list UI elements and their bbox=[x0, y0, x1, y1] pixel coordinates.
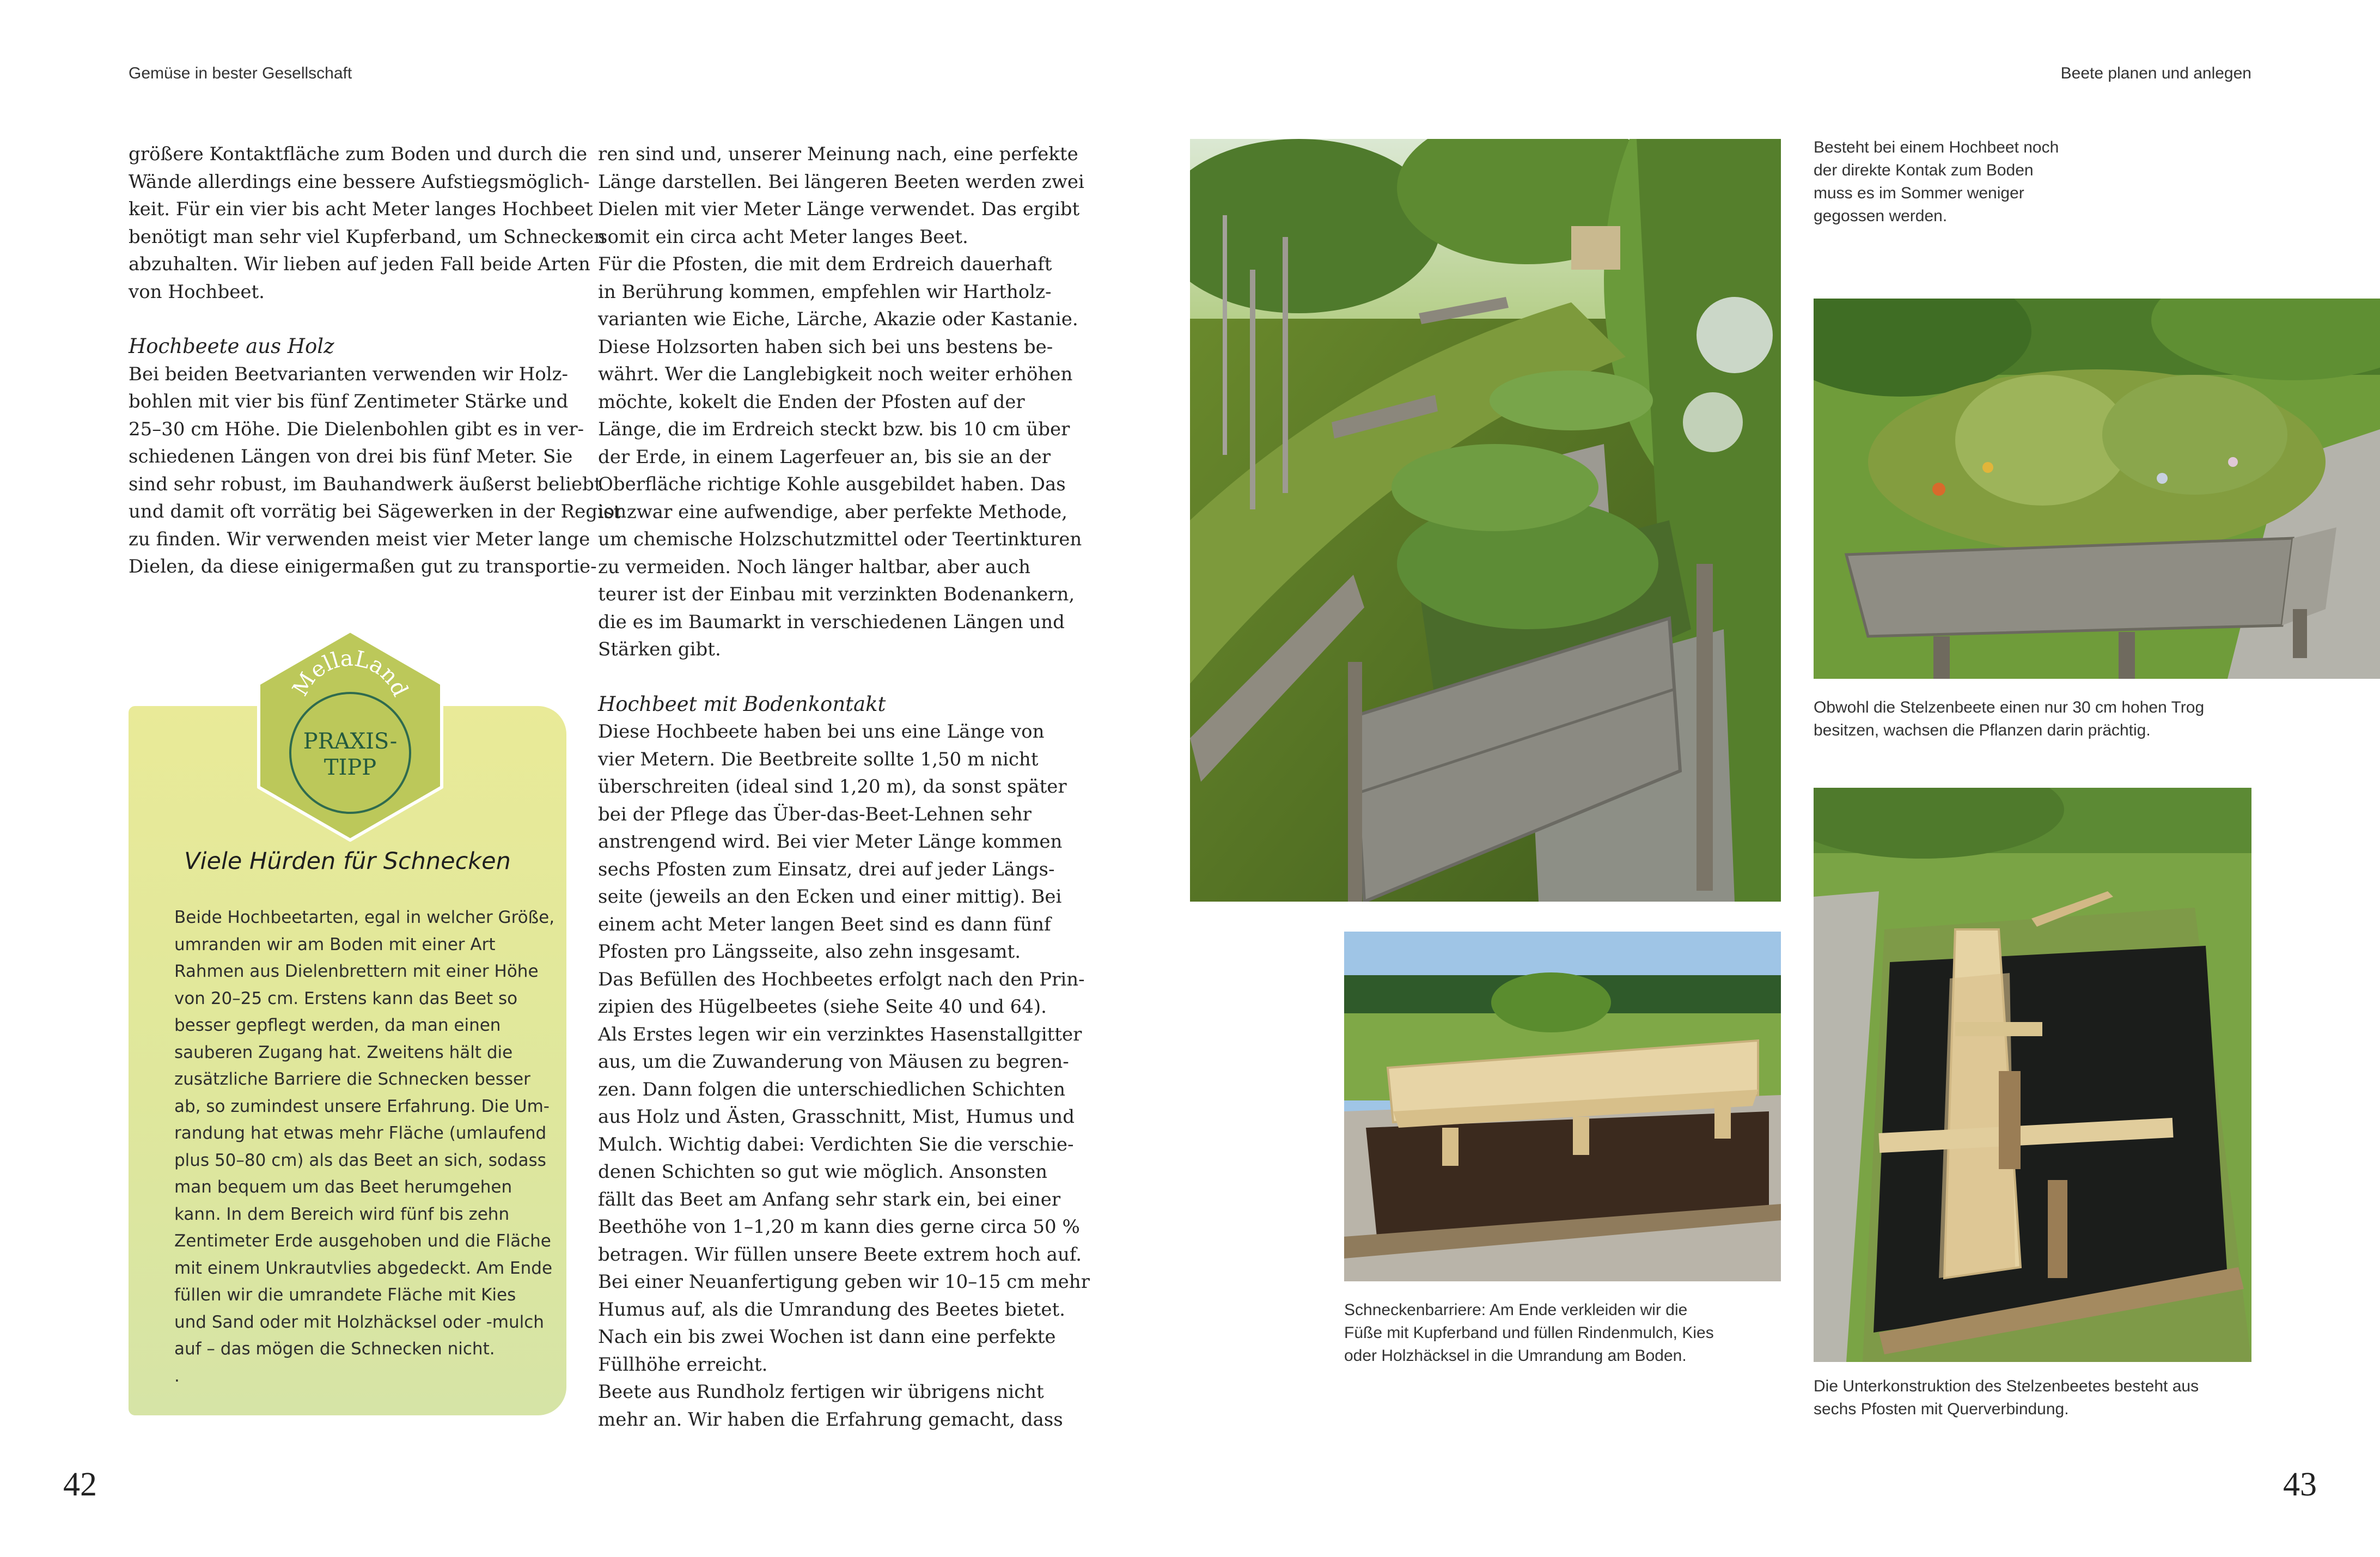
text-line: Beete aus Rundholz fertigen wir übrigens nicht bbox=[598, 1381, 1044, 1403]
text-line: Beide Hochbeetarten, egal in welcher Größe, bbox=[174, 908, 555, 927]
text-line: abzuhalten. Wir lieben auf jeden Fall beide Arten bbox=[129, 253, 590, 275]
text-line: Nach ein bis zwei Wochen ist dann eine perfekte bbox=[598, 1326, 1056, 1348]
text-line: keit. Für ein vier bis acht Meter langes Hochbeet bbox=[129, 198, 593, 220]
text-line: Diese Hochbeete haben bei uns eine Länge von bbox=[598, 721, 1045, 743]
text-line: mit einem Unkrautvlies abgedeckt. Am Ende bbox=[174, 1258, 553, 1278]
text-line: Schneckenbarriere: Am Ende verkleiden wir die bbox=[1344, 1301, 1688, 1319]
text-line: auf – das mögen die Schnecken nicht. bbox=[174, 1339, 495, 1359]
text-line: zusätzliche Barriere die Schnecken besser bbox=[174, 1069, 530, 1089]
text-line: 25–30 cm Höhe. Die Dielenbohlen gibt es in ver- bbox=[129, 418, 584, 440]
caption-construction bbox=[1814, 1375, 2199, 1421]
running-head-right: Beete planen und anlegen bbox=[2060, 64, 2251, 82]
badge-brand: MellaLand bbox=[288, 646, 413, 701]
text-line: besser gepflegt werden, da man einen bbox=[174, 1015, 501, 1035]
text-column-2 bbox=[598, 141, 1090, 1433]
text-line: Beethöhe von 1–1,20 m kann dies gerne circa 50 % bbox=[598, 1216, 1080, 1238]
text-line: ist zwar eine aufwendige, aber perfekte Methode, bbox=[598, 501, 1067, 523]
subheading-soil-contact: Hochbeet mit Bodenkontakt bbox=[598, 692, 886, 716]
text-line: Dielen mit vier Meter Länge verwendet. Das ergibt bbox=[598, 198, 1080, 220]
text-line: somit ein circa acht Meter langes Beet. bbox=[598, 226, 968, 248]
text-line: Rahmen aus Dielenbrettern mit einer Höhe bbox=[174, 962, 539, 981]
text-line: Bei beiden Beetvarianten verwenden wir Holz- bbox=[129, 363, 569, 385]
text-line: bohlen mit vier bis fünf Zentimeter Stärke und bbox=[129, 391, 569, 412]
text-line: der direkte Kontak zum Boden bbox=[1814, 161, 2034, 179]
text-line: zipien des Hügelbeetes (siehe Seite 40 und 64). bbox=[598, 996, 1047, 1018]
paragraph bbox=[129, 361, 627, 581]
praxis-tip-badge bbox=[252, 628, 449, 843]
text-line: zu vermeiden. Noch länger haltbar, aber auch bbox=[598, 556, 1030, 578]
text-line: Länge, die im Erdreich steckt bzw. bis 10 cm über bbox=[598, 418, 1070, 440]
text-line: plus 50–80 cm) als das Beet an sich, sodass bbox=[174, 1150, 546, 1170]
text-line: seite (jeweils an den Ecken und einer mittig). Bei bbox=[598, 886, 1062, 908]
text-line: Besteht bei einem Hochbeet noch bbox=[1814, 138, 2059, 156]
text-line: die es im Baumarkt in verschiedenen Längen und bbox=[598, 611, 1065, 633]
page-number-right: 43 bbox=[2283, 1466, 2317, 1503]
text-line: oder Holzhäcksel in die Umrandung am Boden. bbox=[1344, 1347, 1687, 1365]
text-column-1 bbox=[129, 141, 627, 581]
subheading-wood: Hochbeete aus Holz bbox=[129, 334, 334, 358]
text-line: füllen wir die umrandete Fläche mit Kies bbox=[174, 1285, 516, 1305]
text-line: ren sind und, unserer Meinung nach, eine perfekte bbox=[598, 143, 1078, 165]
text-line: sind sehr robust, im Bauhandwerk äußerst beliebt bbox=[129, 473, 602, 495]
stilt-bed-construction-photo bbox=[1814, 788, 2251, 1362]
text-line: Bei einer Neuanfertigung geben wir 10–15 cm mehr bbox=[598, 1271, 1090, 1293]
text-line: von 20–25 cm. Erstens kann das Beet so bbox=[174, 988, 518, 1008]
snail-barrier-bed-photo bbox=[1344, 932, 1781, 1281]
caption-stilt-bed bbox=[1814, 696, 2204, 742]
text-line: umranden wir am Boden mit einer Art bbox=[174, 934, 496, 954]
text-line: zen. Dann folgen die unterschiedlichen Schichten bbox=[598, 1078, 1065, 1100]
text-line: einem acht Meter langen Beet sind es dann fünf bbox=[598, 913, 1051, 935]
tip-title: Viele Hürden für Schnecken bbox=[184, 848, 511, 875]
text-line: man bequem um das Beet herumgehen bbox=[174, 1177, 512, 1197]
text-line: währt. Wer die Langlebigkeit noch weiter erhöhen bbox=[598, 363, 1073, 385]
text-line: und damit oft vorrätig bei Sägewerken in der Region bbox=[129, 501, 627, 522]
text-line: mehr an. Wir haben die Erfahrung gemacht, dass bbox=[598, 1408, 1063, 1431]
text-line: der Erde, in einem Lagerfeuer an, bis sie an der bbox=[598, 446, 1051, 468]
text-line: denen Schichten so gut wie möglich. Ansonsten bbox=[598, 1161, 1048, 1183]
text-line: überschreiten (ideal sind 1,20 m), da sonst später bbox=[598, 776, 1067, 798]
text-line: Zentimeter Erde ausgehoben und die Fläche bbox=[174, 1231, 551, 1251]
text-line: Füße mit Kupferband und füllen Rindenmulch, Kies bbox=[1344, 1324, 1714, 1342]
text-line: schiedenen Längen von drei bis fünf Meter. Sie bbox=[129, 446, 573, 467]
text-line: Dielen, da diese einigermaßen gut zu transportie- bbox=[129, 556, 597, 577]
text-line: . bbox=[174, 1366, 180, 1386]
page-number-left: 42 bbox=[63, 1466, 97, 1503]
caption-soil-contact bbox=[1814, 136, 2059, 228]
text-line: von Hochbeet. bbox=[129, 281, 265, 303]
text-line: sechs Pfosten zum Einsatz, drei auf jeder Längs- bbox=[598, 858, 1055, 880]
badge-line-2: TIPP bbox=[324, 755, 377, 780]
paragraph bbox=[598, 718, 1090, 1433]
text-line: muss es im Sommer weniger bbox=[1814, 184, 2024, 202]
text-line: Stärken gibt. bbox=[598, 638, 721, 660]
text-line: kann. In dem Bereich wird fünf bis zehn bbox=[174, 1204, 510, 1224]
text-line: Pfosten pro Längsseite, also zehn insgesamt. bbox=[598, 941, 1021, 963]
text-line: größere Kontaktfläche zum Boden und durch die bbox=[129, 143, 588, 165]
text-line: Mulch. Wichtig dabei: Verdichten Sie die verschie- bbox=[598, 1133, 1074, 1155]
text-line: und Sand oder mit Holzhäcksel oder -mulch bbox=[174, 1312, 544, 1332]
text-line: vier Metern. Die Beetbreite sollte 1,50 m nicht bbox=[598, 748, 1039, 770]
text-line: teurer ist der Einbau mit verzinkten Bodenankern, bbox=[598, 583, 1075, 605]
text-line: in Berührung kommen, empfehlen wir Hartholz- bbox=[598, 281, 1052, 303]
badge-line-1: PRAXIS- bbox=[303, 729, 398, 754]
running-head-left: Gemüse in bester Gesellschaft bbox=[129, 64, 352, 82]
text-line: möchte, kokelt die Enden der Pfosten auf der bbox=[598, 391, 1025, 413]
text-line: Die Unterkonstruktion des Stelzenbeetes besteht aus bbox=[1814, 1377, 2199, 1395]
text-line: benötigt man sehr viel Kupferband, um Schnecken bbox=[129, 226, 606, 248]
stilt-bed-flowers-photo bbox=[1814, 299, 2380, 679]
tip-text bbox=[174, 904, 556, 1390]
text-line: Das Befüllen des Hochbeetes erfolgt nach den Prin- bbox=[598, 968, 1085, 990]
raised-beds-slope-photo bbox=[1190, 139, 1781, 902]
text-line: aus, um die Zuwanderung von Mäusen zu begren- bbox=[598, 1051, 1069, 1073]
text-line: anstrengend wird. Bei vier Meter Länge kommen bbox=[598, 831, 1063, 853]
paragraph bbox=[129, 141, 606, 306]
text-line: um chemische Holzschutzmittel oder Teertinkturen bbox=[598, 528, 1082, 550]
text-line: betragen. Wir füllen unsere Beete extrem hoch auf. bbox=[598, 1243, 1082, 1266]
paragraph bbox=[598, 141, 1084, 664]
text-line: gegossen werden. bbox=[1814, 207, 1948, 225]
text-line: zu finden. Wir verwenden meist vier Meter lange bbox=[129, 528, 590, 550]
text-line: randung hat etwas mehr Fläche (umlaufend bbox=[174, 1123, 547, 1143]
text-line: Füllhöhe erreicht. bbox=[598, 1353, 768, 1376]
text-line: aus Holz und Ästen, Grasschnitt, Mist, Humus und bbox=[598, 1106, 1075, 1128]
text-line: Oberfläche richtige Kohle ausgebildet haben. Das bbox=[598, 473, 1066, 495]
text-line: fällt das Beet am Anfang sehr stark ein, bei einer bbox=[598, 1188, 1061, 1211]
text-line: Obwohl die Stelzenbeete einen nur 30 cm hohen Trog bbox=[1814, 698, 2205, 716]
text-line: Wände allerdings eine bessere Aufstiegsmöglich- bbox=[129, 171, 590, 193]
text-line: Diese Holzsorten haben sich bei uns bestens be- bbox=[598, 336, 1053, 358]
caption-snail-barrier bbox=[1344, 1299, 1714, 1367]
text-line: Als Erstes legen wir ein verzinktes Hasenstallgitter bbox=[598, 1023, 1082, 1045]
text-line: Humus auf, als die Umrandung des Beetes bietet. bbox=[598, 1298, 1065, 1321]
text-line: ab, so zumindest unsere Erfahrung. Die Um- bbox=[174, 1096, 550, 1116]
text-line: varianten wie Eiche, Lärche, Akazie oder Kastanie. bbox=[598, 308, 1078, 330]
text-line: sechs Pfosten mit Querverbindung. bbox=[1814, 1400, 2069, 1418]
text-line: Länge darstellen. Bei längeren Beeten werden zwei bbox=[598, 171, 1084, 193]
text-line: Für die Pfosten, die mit dem Erdreich dauerhaft bbox=[598, 253, 1052, 275]
text-line: sauberen Zugang hat. Zweitens hält die bbox=[174, 1042, 513, 1062]
text-line: besitzen, wachsen die Pflanzen darin prächtig. bbox=[1814, 721, 2151, 739]
text-line: bei der Pflege das Über-das-Beet-Lehnen sehr bbox=[598, 803, 1032, 825]
